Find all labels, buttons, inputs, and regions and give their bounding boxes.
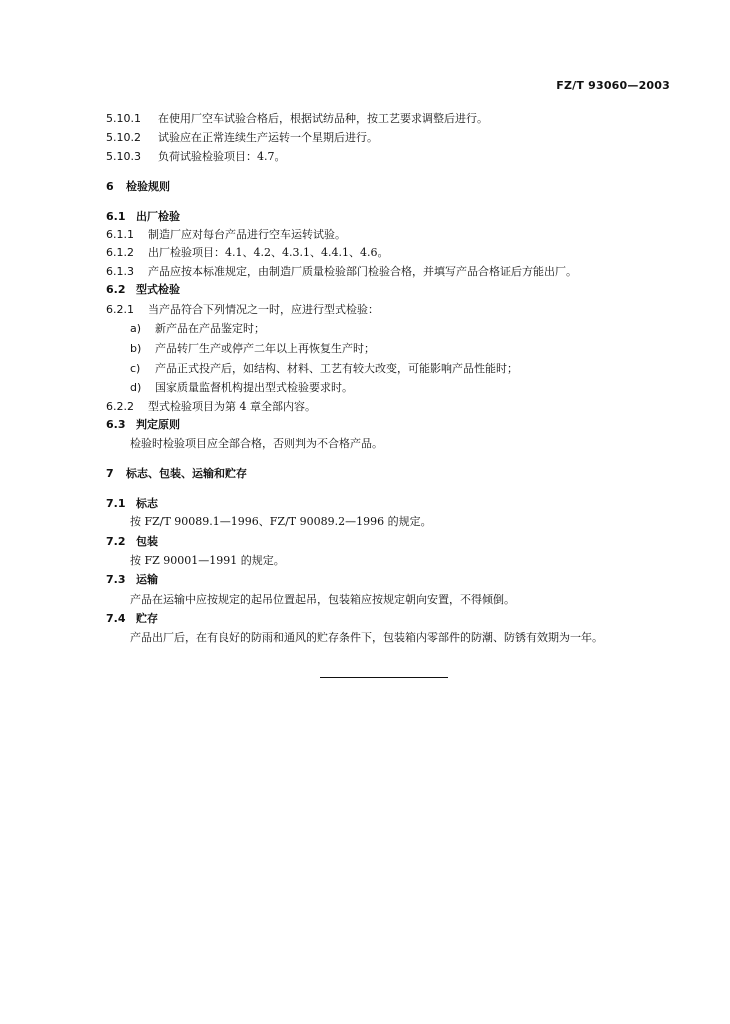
end-rule (320, 677, 448, 678)
section-number: 6.3 (106, 418, 126, 431)
clause-text: 在使用厂空车试验合格后，根据试纺品种，按工艺要求调整后进行。 (158, 112, 488, 125)
section-7-1-heading (106, 497, 158, 511)
clause-number: 6.1.1 (106, 228, 134, 241)
paragraph-7-3 (130, 593, 515, 607)
list-text: 新产品在产品鉴定时； (155, 322, 265, 335)
clause-5-10-3 (106, 150, 286, 164)
list-item-a (130, 322, 265, 336)
list-item-d (130, 381, 353, 395)
section-number: 7.1 (106, 497, 126, 510)
section-title: 标志 (136, 497, 158, 510)
clause-text: 负荷试验检验项目：4.7。 (158, 150, 286, 163)
clause-6-1-3 (106, 265, 577, 279)
list-text: 产品转厂生产或停产二年以上再恢复生产时； (155, 342, 375, 355)
clause-number: 6.2.1 (106, 303, 134, 316)
clause-5-10-2 (106, 131, 378, 145)
clause-6-1-2 (106, 246, 388, 260)
section-7-4-heading (106, 612, 158, 626)
clause-6-1-1 (106, 228, 346, 242)
section-7-2-heading (106, 535, 158, 549)
section-title: 判定原则 (136, 418, 180, 431)
section-number: 6.1 (106, 210, 126, 223)
section-6-2-heading (106, 283, 180, 297)
section-6-3-heading (106, 418, 180, 432)
section-6-1-heading (106, 210, 180, 224)
chapter-title: 检验规则 (126, 180, 170, 193)
paragraph-7-4 (130, 631, 603, 645)
section-title: 贮存 (136, 612, 158, 625)
clause-number: 6.2.2 (106, 400, 134, 413)
clause-6-2-1 (106, 303, 379, 317)
chapter-7-heading (106, 467, 247, 481)
section-number: 7.4 (106, 612, 126, 625)
paragraph-6-3 (130, 437, 383, 451)
clause-text: 出厂检验项目：4.1、4.2、4.3.1、4.4.1、4.6。 (148, 246, 389, 259)
list-marker: c) (130, 362, 141, 375)
clause-text: 产品应按本标准规定，由制造厂质量检验部门检验合格，并填写产品合格证后方能出厂。 (148, 265, 577, 278)
chapter-6-heading (106, 180, 170, 194)
paragraph-text: 产品出厂后，在有良好的防雨和通风的贮存条件下，包装箱内零部件的防潮、防锈有效期为一年。 (130, 631, 603, 644)
clause-number: 6.1.2 (106, 246, 134, 259)
list-text: 国家质量监督机构提出型式检验要求时。 (155, 381, 353, 394)
list-text: 产品正式投产后，如结构、材料、工艺有较大改变，可能影响产品性能时； (155, 362, 518, 375)
chapter-title: 标志、包装、运输和贮存 (126, 467, 247, 480)
paragraph-7-2 (130, 554, 285, 568)
list-item-b (130, 342, 375, 356)
section-title: 出厂检验 (136, 210, 180, 223)
paragraph-text: 按 FZ 90001—1991 的规定。 (130, 554, 285, 567)
clause-5-10-1 (106, 112, 488, 126)
paragraph-7-1 (130, 515, 432, 529)
section-title: 型式检验 (136, 283, 180, 296)
clause-text: 当产品符合下列情况之一时，应进行型式检验： (148, 303, 379, 316)
clause-number: 5.10.2 (106, 131, 141, 144)
list-item-c (130, 362, 518, 376)
clause-text: 试验应在正常连续生产运转一个星期后进行。 (158, 131, 378, 144)
chapter-number: 6 (106, 180, 114, 193)
section-title: 包装 (136, 535, 158, 548)
clause-6-2-2 (106, 400, 316, 414)
chapter-number: 7 (106, 467, 114, 480)
clause-number: 5.10.1 (106, 112, 141, 125)
list-marker: d) (130, 381, 142, 394)
clause-text: 制造厂应对每台产品进行空车运转试验。 (148, 228, 346, 241)
section-number: 7.3 (106, 573, 126, 586)
list-marker: b) (130, 342, 142, 355)
section-title: 运输 (136, 573, 158, 586)
list-marker: a) (130, 322, 142, 335)
clause-number: 5.10.3 (106, 150, 141, 163)
section-number: 6.2 (106, 283, 126, 296)
document-number: FZ/T 93060—2003 (556, 79, 670, 92)
paragraph-text: 检验时检验项目应全部合格，否则判为不合格产品。 (130, 437, 383, 450)
section-7-3-heading (106, 573, 158, 587)
section-number: 7.2 (106, 535, 126, 548)
clause-number: 6.1.3 (106, 265, 134, 278)
paragraph-text: 按 FZ/T 90089.1—1996、FZ/T 90089.2—1996 的规定。 (130, 515, 432, 528)
paragraph-text: 产品在运输中应按规定的起吊位置起吊，包装箱应按规定朝向安置，不得倾倒。 (130, 593, 515, 606)
clause-text: 型式检验项目为第 4 章全部内容。 (148, 400, 316, 413)
